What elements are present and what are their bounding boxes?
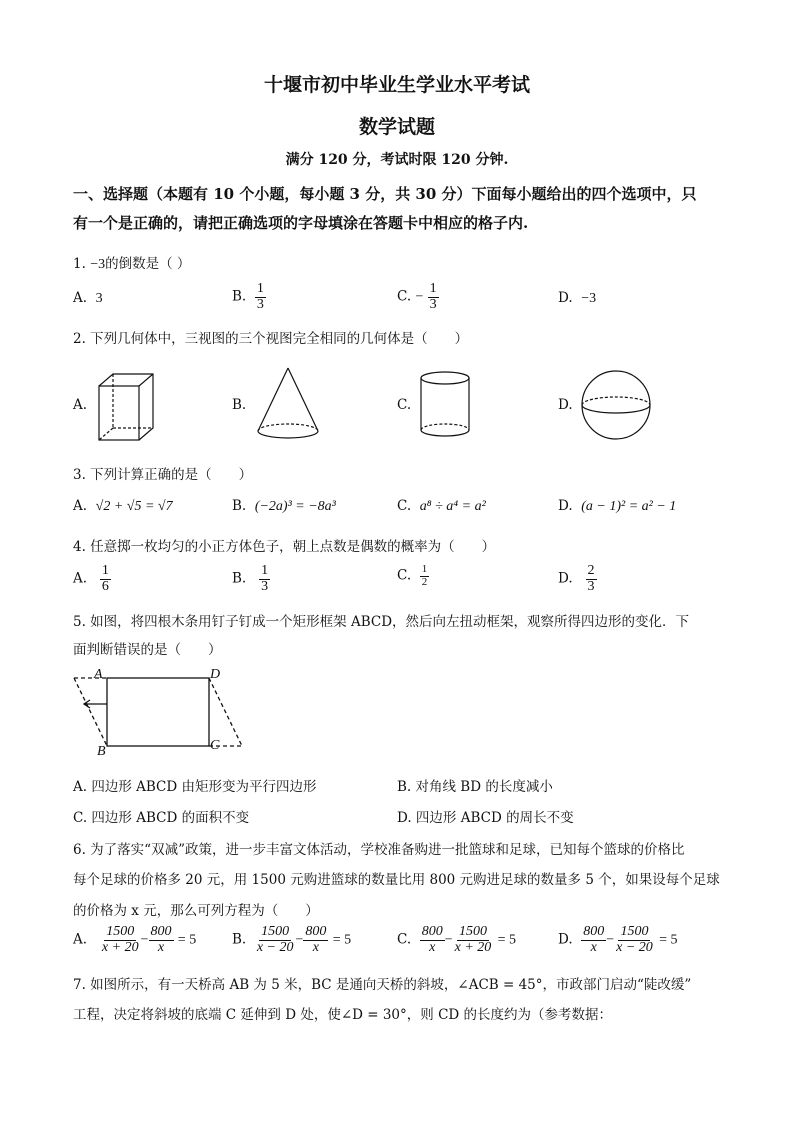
minus-sign: −	[295, 932, 304, 948]
section-heading-line1: 一、选择题（本题有 10 个小题，每小题 3 分，共 30 分）下面每小题给出的四个选项中，只	[73, 185, 697, 203]
q5-option-a[interactable]: A. 四边形 ABCD 由矩形变为平行四边形	[73, 779, 317, 795]
minus-sign: −	[444, 932, 453, 948]
q2-option-b-label[interactable]: B.	[232, 397, 247, 413]
denominator: x	[590, 939, 597, 955]
q1-option-d[interactable]	[558, 290, 596, 307]
exam-title: 十堰市初中毕业生学业水平考试	[263, 74, 530, 96]
point-label-d: D	[210, 667, 221, 682]
denominator: 6	[101, 578, 109, 594]
q1-option-b[interactable]	[232, 282, 266, 312]
question-7-line1: 7. 如图所示，有一天桥高 AB 为 5 米，BC 是通向天桥的斜坡，∠ACB = 45°，市政部门启动“陡改缓”	[73, 977, 692, 993]
numerator: 1	[101, 563, 109, 578]
fraction	[149, 925, 174, 955]
numerator: 1	[256, 281, 264, 296]
q3-option-b[interactable]	[232, 498, 336, 515]
question-5-line1: 5. 如图，将四根木条用钉子钉成一个矩形框架 ABCD，然后向左扭动框架，观察所得四边形的变化．下	[73, 614, 690, 630]
option-expression: a⁸ ÷ a⁴ = a²	[419, 499, 486, 514]
numerator: 800	[421, 924, 443, 939]
subject-title: 数学试题	[358, 116, 435, 138]
option-label: A.	[73, 290, 88, 306]
option-label: D.	[558, 931, 573, 948]
denominator: x	[429, 939, 436, 955]
denominator: x	[157, 939, 165, 955]
question-6-line3: 的价格为 x 元，那么可列方程为（ ）	[73, 903, 319, 919]
numerator: 1	[261, 563, 269, 578]
denominator: x	[312, 939, 319, 955]
equation-rhs: = 5	[659, 932, 678, 948]
numerator: 1500	[620, 924, 649, 939]
point-label-a: A	[94, 667, 103, 682]
option-label: D.	[558, 498, 573, 514]
q6-option-a[interactable]	[73, 925, 196, 955]
option-expression: (−2a)³ = −8a³	[254, 499, 336, 514]
denominator: 3	[256, 296, 264, 312]
numerator: 800	[583, 924, 605, 939]
q2-option-a-label[interactable]: A.	[73, 397, 88, 413]
option-value: −3	[581, 291, 597, 306]
q6-option-b[interactable]	[232, 925, 351, 955]
q6-option-d[interactable]	[558, 925, 678, 955]
q4-option-a[interactable]	[73, 564, 111, 594]
numerator: 1500	[458, 924, 487, 939]
denominator: x − 20	[616, 939, 653, 955]
fraction	[303, 925, 328, 955]
section-heading-line2: 有一个是正确的，请把正确选项的字母填涂在答题卡中相应的格子内.	[73, 214, 529, 232]
fraction	[581, 925, 606, 955]
minus-sign: −	[606, 932, 615, 948]
option-label: D.	[558, 570, 573, 587]
option-expression: (a − 1)² = a² − 1	[581, 499, 677, 514]
cuboid-figure[interactable]	[95, 370, 155, 445]
q2-option-d-label[interactable]: D.	[558, 397, 573, 413]
fraction	[255, 925, 296, 955]
denominator: 3	[261, 578, 269, 594]
q4-option-d[interactable]	[558, 564, 597, 594]
fraction	[100, 925, 141, 955]
numerator: 1	[429, 281, 437, 296]
q3-option-a[interactable]	[73, 498, 173, 515]
exam-info: 满分 120 分，考试时限 120 分钟.	[285, 152, 509, 168]
option-value: 3	[95, 291, 103, 306]
option-label: B.	[232, 288, 247, 305]
question-5-line2: 面判断错误的是（ ）	[73, 642, 222, 658]
option-label: C.	[397, 288, 412, 305]
fraction	[428, 282, 439, 312]
minus-sign: −	[415, 289, 424, 305]
option-label: A.	[73, 931, 88, 948]
option-label: B.	[232, 931, 247, 948]
q4-option-b[interactable]	[232, 564, 270, 594]
option-expression: √2 + √5 = √7	[95, 499, 173, 514]
denominator: 3	[429, 296, 437, 312]
option-label: A.	[73, 498, 88, 514]
question-6-line1: 6. 为了落实“双减”政策，进一步丰富文体活动，学校准备购进一批篮球和足球，已知每个篮球的价格比	[73, 842, 685, 858]
option-label: C.	[397, 567, 412, 584]
denominator: x + 20	[454, 939, 492, 955]
cone-figure[interactable]	[255, 365, 321, 443]
denominator: x + 20	[101, 939, 139, 955]
sphere-figure[interactable]	[580, 368, 652, 442]
equation-rhs: = 5	[497, 932, 517, 948]
fraction	[420, 564, 430, 588]
q3-option-c[interactable]	[397, 498, 486, 515]
denominator: 3	[587, 578, 595, 594]
fraction	[259, 564, 270, 594]
question-1-stem	[73, 252, 190, 273]
option-label: C.	[397, 931, 412, 948]
question-2-stem: 2. 下列几何体中，三视图的三个视图完全相同的几何体是（ ）	[73, 331, 469, 347]
minus-sign: −	[140, 932, 149, 948]
q5-option-d[interactable]: D. 四边形 ABCD 的周长不变	[397, 810, 574, 826]
cylinder-figure[interactable]	[418, 370, 474, 442]
q2-option-c-label[interactable]: C.	[397, 397, 412, 413]
option-label: C.	[397, 498, 412, 514]
question-4-stem: 4. 任意掷一枚均匀的小正方体色子，朝上点数是偶数的概率为（ ）	[73, 539, 496, 555]
option-label: D.	[558, 290, 573, 306]
denominator: x − 20	[256, 939, 294, 955]
q1-option-a[interactable]	[73, 290, 103, 307]
equation-rhs: = 5	[332, 932, 352, 948]
q4-option-c[interactable]	[397, 564, 429, 588]
question-6-line2: 每个足球的价格多 20 元，用 1500 元购进篮球的数量比用 800 元购进足球的数量多 5 个，如果设每个足球	[73, 872, 720, 888]
question-text: 的倒数是（ ）	[105, 256, 191, 272]
fraction	[614, 925, 655, 955]
fraction	[586, 564, 597, 594]
q5-option-c[interactable]: C. 四边形 ABCD 的面积不变	[73, 810, 250, 826]
option-label: B.	[232, 570, 247, 587]
question-number: 1.	[73, 256, 86, 272]
q6-option-c[interactable]	[397, 925, 516, 955]
numerator: 1	[421, 563, 428, 575]
q5-option-b[interactable]: B. 对角线 BD 的长度减小	[397, 779, 553, 795]
point-label-c: C	[210, 738, 220, 753]
math-expression: −3	[90, 257, 106, 272]
fraction	[453, 925, 494, 955]
option-label: B.	[232, 498, 247, 514]
equation-rhs: = 5	[177, 932, 197, 948]
question-7-line2: 工程，决定将斜坡的底端 C 延伸到 D 处，使∠D = 30°，则 CD 的长度约为（参考数据：	[73, 1007, 613, 1023]
point-label-b: B	[97, 744, 106, 759]
q3-option-d[interactable]	[558, 498, 676, 515]
question-3-stem: 3. 下列计算正确的是（ ）	[73, 467, 253, 483]
fraction	[420, 925, 445, 955]
option-label: A.	[73, 570, 88, 587]
numerator: 800	[305, 924, 327, 939]
numerator: 800	[150, 924, 172, 939]
fraction	[100, 564, 111, 594]
numerator: 1500	[106, 924, 135, 939]
numerator: 2	[587, 563, 595, 578]
numerator: 1500	[261, 924, 290, 939]
denominator: 2	[421, 575, 428, 588]
q1-option-c[interactable]	[397, 282, 439, 312]
fraction	[255, 282, 266, 312]
